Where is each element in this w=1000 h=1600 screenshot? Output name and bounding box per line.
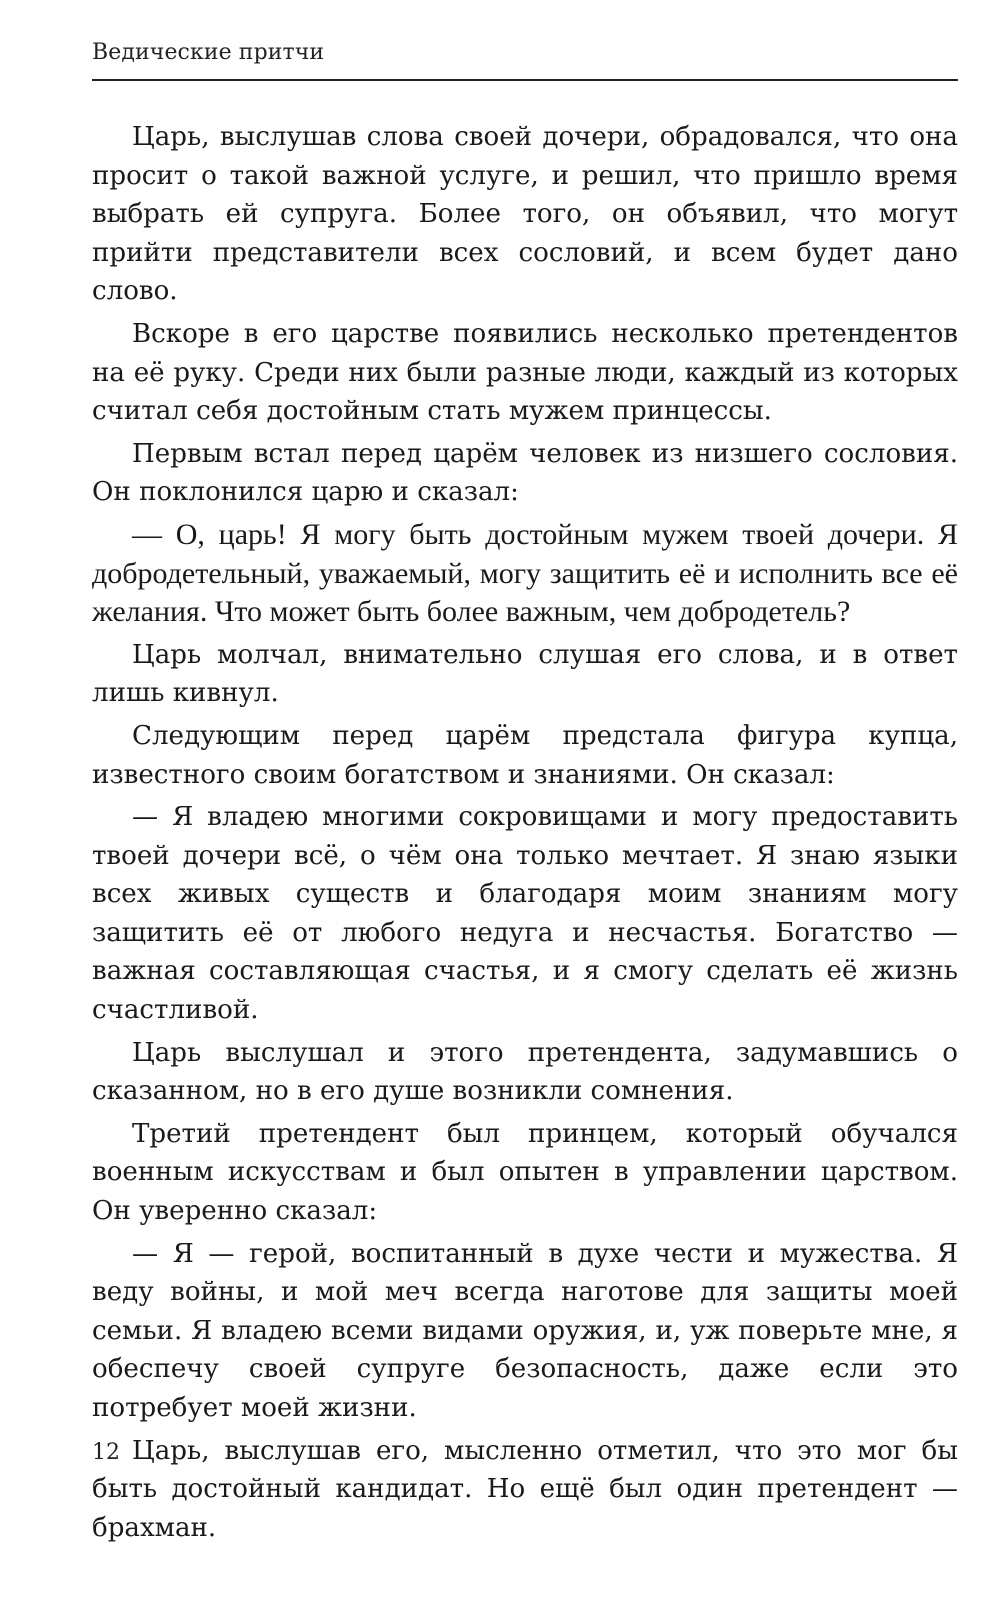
paragraph: Царь выслушал и этого претендента, задумавшись о сказанном, но в его душе возникли сомнения. — [92, 1037, 958, 1107]
paragraph: Следующим перед царём предстала фигура купца, известного своим богатством и знаниями. Он сказал: — [92, 720, 958, 790]
paragraph: Третий претендент был принцем, который обучался военным искусствам и был опытен в управлении царством. Он уверенно сказал: — [92, 1118, 958, 1227]
body-text — [92, 118, 958, 1551]
paragraph: — Я — герой, воспитанный в духе чести и мужества. Я веду войны, и мой меч всегда наготове для защиты моей семьи. Я владею всеми видами оружия, и, уж поверьте мне, я обеспечу своей супруге безопасность, даже если это потребует моей жизни. — [92, 1238, 958, 1423]
page-number: 12 — [92, 1440, 120, 1465]
paragraph: Царь молчал, внимательно слушая его слова, и в ответ лишь кивнул. — [92, 639, 958, 709]
paragraph: Вскоре в его царстве появились несколько претендентов на её руку. Среди них были разные люди, каждый из которых считал себя достойным стать мужем принцессы. — [92, 318, 958, 427]
paragraph: — О, царь! Я могу быть достойным мужем твоей дочери. Я добродетельный, уважаемый, могу защитить её и исполнить все её желания. Что может быть более важным, чем добродетель? — [92, 517, 958, 629]
paragraph: Царь, выслушав его, мысленно отметил, что это мог бы быть достойный кандидат. Но ещё был один претендент — брахман. — [92, 1435, 958, 1543]
paragraph: — Я владею многими сокровищами и могу предоставить твоей дочери всё, о чём она только мечтает. Я знаю языки всех живых существ и благодаря моим знаниям могу защитить её от любого недуга и несчастья. Богатство — важная составляющая счастья, и я смогу сделать её жизнь счастливой. — [92, 802, 958, 1026]
paragraph: Первым встал перед царём человек из низшего сословия. Он поклонился царю и сказал: — [92, 438, 958, 508]
paragraph: Царь, выслушав слова своей дочери, обрадовался, что она просит о такой важной услуге, и решил, что пришло время выбрать ей супруга. Более того, он объявил, что могут прийти представители всех сословий, и всем будет дано слово. — [92, 122, 958, 307]
header-rule — [92, 79, 958, 81]
running-title: Ведические притчи — [92, 40, 325, 65]
